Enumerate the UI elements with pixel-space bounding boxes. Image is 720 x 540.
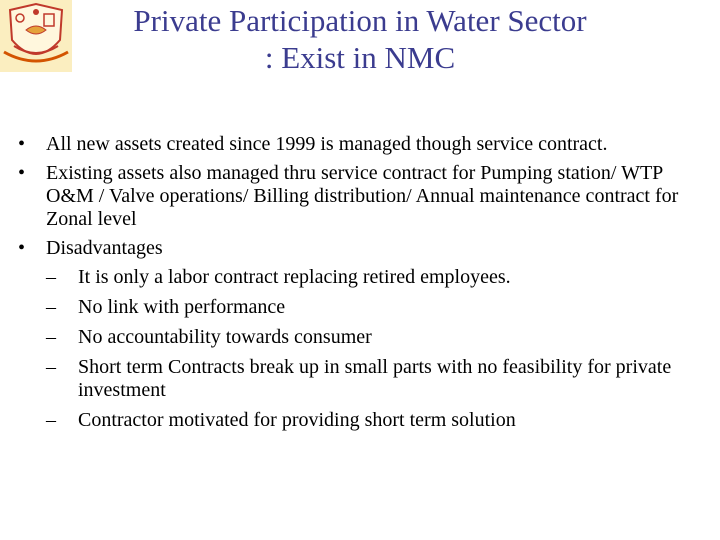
bullet-item: [18, 133, 708, 156]
bullet-icon: •: [18, 133, 26, 155]
sub-bullet-text: It is only a labor contract replacing retired employees.: [78, 266, 511, 288]
bullet-item: [18, 162, 708, 231]
slide-body: [18, 133, 708, 439]
sub-bullet-text: No accountability towards consumer: [78, 326, 372, 348]
sub-bullet-list: [18, 266, 708, 432]
sub-bullet-text: No link with performance: [78, 296, 286, 318]
bullet-icon: •: [18, 162, 26, 184]
dash-icon: –: [46, 409, 56, 431]
bullet-item: [18, 237, 708, 260]
sub-bullet-item: [18, 296, 708, 319]
dash-icon: –: [46, 266, 56, 288]
bullet-text: All new assets created since 1999 is managed though service contract.: [46, 133, 608, 155]
slide-title: [40, 2, 680, 76]
title-line-1: Private Participation in Water Sector: [133, 3, 587, 38]
sub-bullet-item: [18, 266, 708, 289]
sub-bullet-text: Contractor motivated for providing short term solution: [78, 409, 516, 431]
bullet-text: Existing assets also managed thru service contract for Pumping station/ WTP O&M / Valve operations/ Billing distribution/ Annual maintenance contract for Zonal level: [46, 162, 679, 230]
sub-bullet-text: Short term Contracts break up in small parts with no feasibility for private investment: [78, 356, 672, 401]
dash-icon: –: [46, 356, 56, 378]
dash-icon: –: [46, 296, 56, 318]
dash-icon: –: [46, 326, 56, 348]
bullet-text: Disadvantages: [46, 237, 163, 259]
bullet-icon: •: [18, 237, 26, 259]
sub-bullet-item: [18, 356, 708, 402]
sub-bullet-item: [18, 326, 708, 349]
title-line-2: : Exist in NMC: [264, 40, 456, 75]
sub-bullet-item: [18, 409, 708, 432]
